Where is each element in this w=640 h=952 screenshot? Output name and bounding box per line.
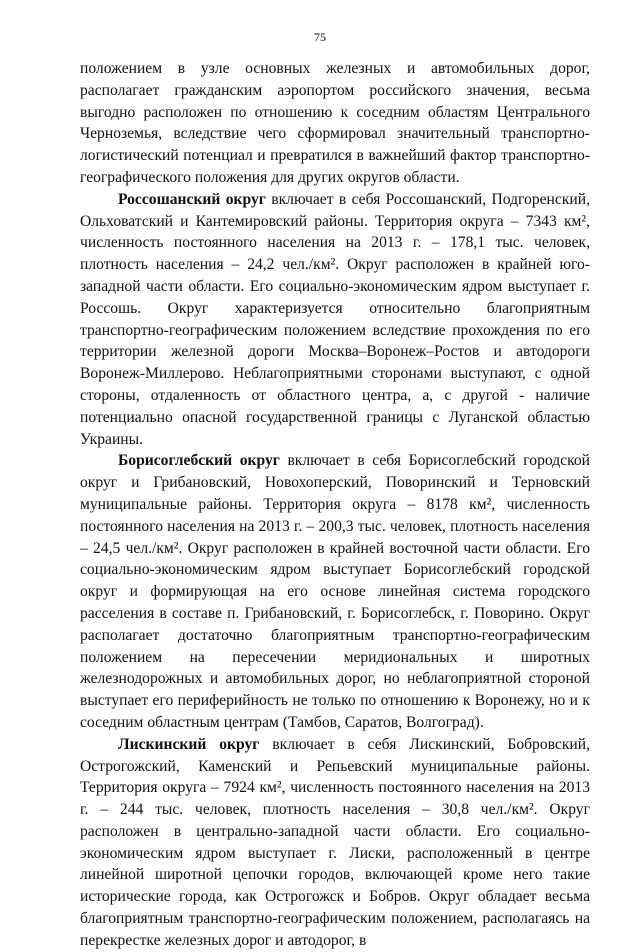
paragraph-rossoshansky — [80, 189, 590, 451]
body-text — [80, 58, 590, 952]
paragraph — [80, 58, 590, 189]
district-name: Россошанский округ — [118, 190, 266, 208]
paragraph-text: включает в себя Россошанский, Подгоренский, Ольховатский и Кантемировский районы. Территория округа – 7343 км², численность постоянного населения на 2013 г. – 178,1 тыс. человек, плотность населения – 24,2 чел./км². Округ расположен в крайней юго-западной части области. Его социально-экономическим ядром выступает г. Россошь. Округ характеризуется относительно благоприятным транспортно-географическим положением вследствие прохождения по его территории железной дороги Москва–Воронеж–Ростов и автодороги Воронеж-Миллерово. Неблагоприятными сторонами выступают, с одной стороны, отдаленность от областного центра, а, с другой - наличие потенциально опасной государственной границы с Луганской областью Украины. — [80, 190, 590, 448]
page-number: 75 — [314, 30, 326, 44]
paragraph-text: положением в узле основных железных и автомобильных дорог, располагает гражданским аэропортом российского значения, весьма выгодно расположен по отношению к соседним областям Центрального Черноземья, вследствие чего сформировал значительный транспортно-логистический потенциал и превратился в важнейший фактор транспортно-географического положения для других округов области. — [80, 60, 590, 186]
district-name: Лискинский округ — [118, 735, 260, 753]
paragraph-text: включает в себя Лискинский, Бобровский, Острогожский, Каменский и Репьевский муниципальные районы. Территория округа – 7924 км², численность постоянного населения на 2013 г. – 244 тыс. человек, плотность населения – 30,8 чел./км². Округ расположен в центрально-западной части области. Его социально-экономическим ядром выступает г. Лиски, расположенный в центре линейной широтной цепочки городов, включающей кроме него такие исторические города, как Острогожск и Бобров. Округ обладает весьма благоприятным транспортно-географическим положением, располагаясь на перекрестке железных дорог и автодорог, в — [80, 735, 590, 949]
paragraph-text: включает в себя Борисоглебский городской округ и Грибановский, Новохоперский, Поворинский и Терновский муниципальные районы. Территория округа – 8178 км², численность постоянного населения на 2013 г. – 200,3 тыс. человек, плотность населения – 24,5 чел./км². Округ расположен в крайней восточной части области. Его социально-экономическим ядром выступает Борисоглебский городской округ и формирующая на его основе линейная система городского расселения в составе п. Грибановский, г. Борисоглебск, г. Поворино. Округ располагает достаточно благоприятным транспортно-географическим положением на пересечении меридиональных и широтных железнодорожных и автомобильных дорог, но неблагоприятной стороной выступает его периферийность не только по отношению к Воронежу, но и к соседним областным центрам (Тамбов, Саратов, Волгоград). — [80, 452, 590, 731]
paragraph-borisoglebsky — [80, 450, 590, 733]
district-name: Борисоглебский округ — [118, 452, 280, 470]
paragraph-liskinsky — [80, 734, 590, 952]
